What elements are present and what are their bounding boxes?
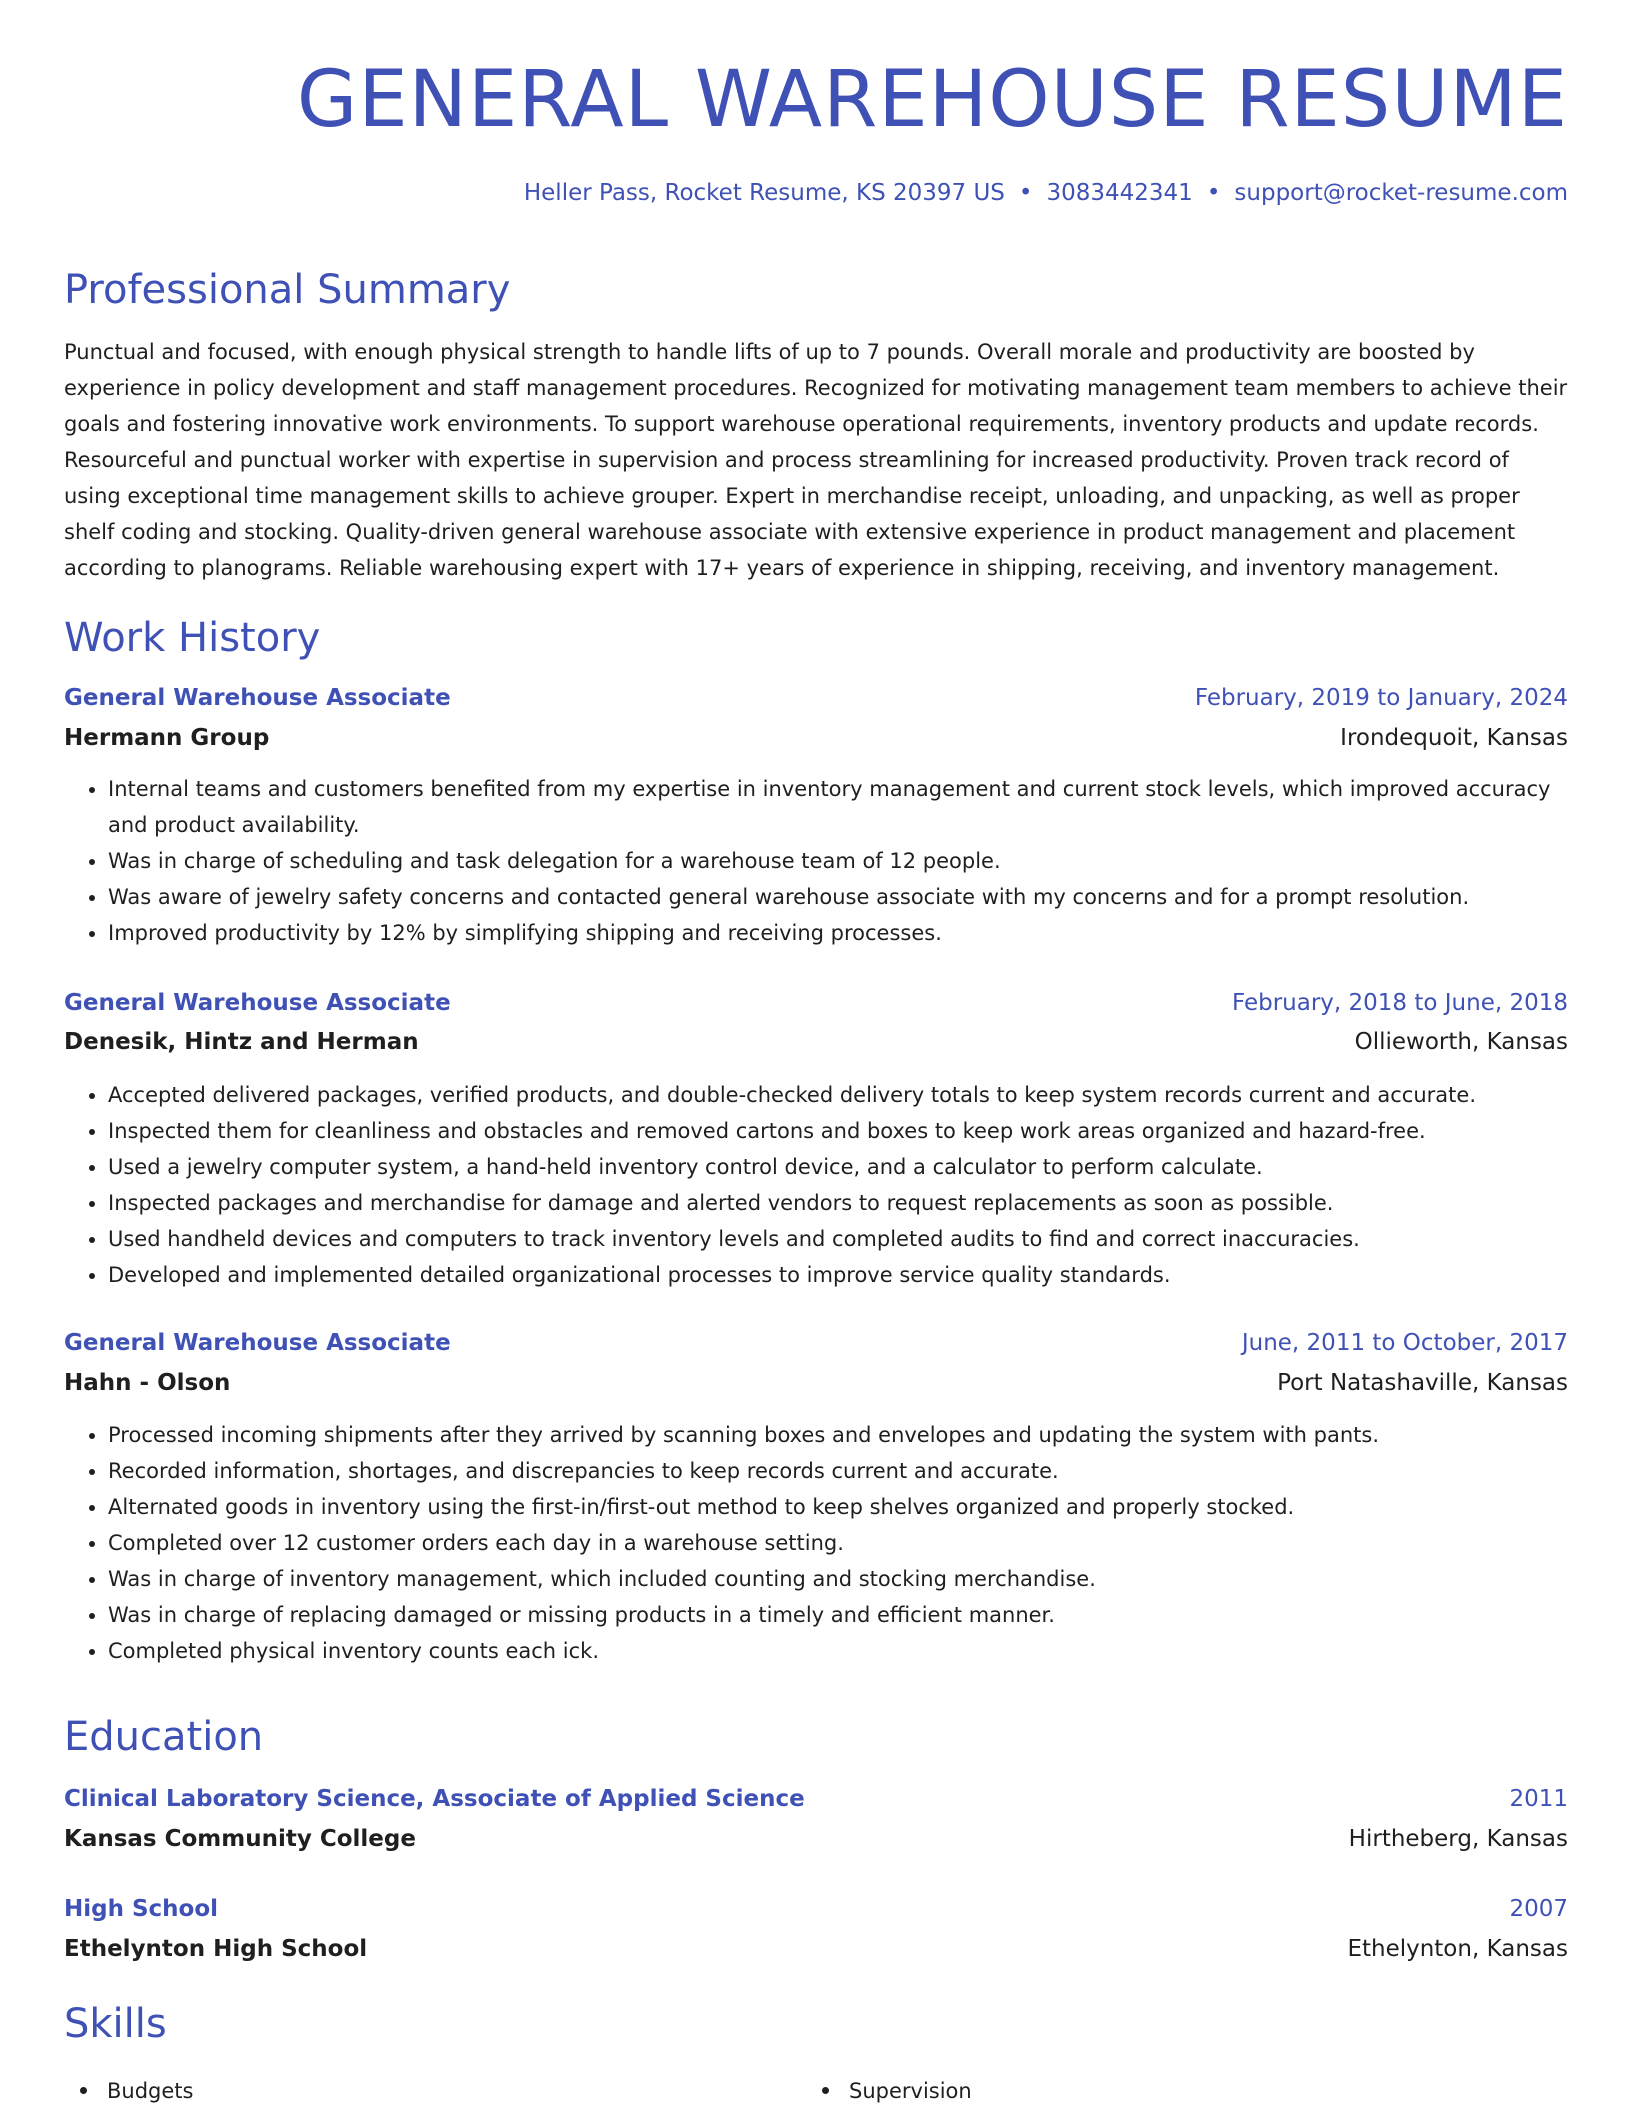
bullet-dot: [822, 2087, 829, 2094]
summary-line: according to planograms. Reliable warehousing expert with 17+ years of experience in shipping, receiving, and inventory management.: [64, 556, 1500, 580]
job-title: General Warehouse Associate: [64, 1330, 451, 1356]
section-heading-skills: Skills: [64, 2001, 167, 2047]
education-school: Kansas Community College: [64, 1826, 416, 1852]
job-bullet: • Developed and implemented detailed organizational processes to improve service quality standards.: [108, 1257, 1612, 1293]
contact-phone: 3083442341: [1046, 180, 1193, 206]
job-bullet: • Completed over 12 customer orders each day in a warehouse setting.: [108, 1525, 1612, 1561]
job-subheader: [64, 1366, 1568, 1400]
job-header: [64, 986, 1568, 1020]
job-bullet: • Was in charge of inventory management, which included counting and stocking merchandise.: [108, 1561, 1612, 1597]
job-company: Denesik, Hintz and Herman: [64, 1029, 419, 1055]
job-title: General Warehouse Associate: [64, 685, 451, 711]
job-bullet: • Recorded information, shortages, and discrepancies to keep records current and accurate.: [108, 1453, 1612, 1489]
job-subheader: [64, 1025, 1568, 1059]
job-header: [64, 1326, 1568, 1360]
education-header: [64, 1892, 1568, 1926]
job-location: Port Natashaville, Kansas: [1277, 1370, 1568, 1396]
contact-line: [64, 178, 1568, 208]
summary-line: shelf coding and stocking. Quality-driven general warehouse associate with extensive experience in product management and placement: [64, 520, 1516, 544]
education-school: Ethelynton High School: [64, 1936, 368, 1962]
job-bullet: • Inspected them for cleanliness and obstacles and removed cartons and boxes to keep work areas organized and hazard-free.: [108, 1113, 1612, 1149]
bullet-dot: [80, 2087, 87, 2094]
job-header: [64, 681, 1568, 715]
education-degree: Clinical Laboratory Science, Associate of Applied Science: [64, 1786, 805, 1812]
job-bullet: • Completed physical inventory counts each ick.: [108, 1633, 1612, 1669]
section-heading-summary: Professional Summary: [64, 267, 511, 313]
skill-label: Supervision: [849, 2079, 972, 2103]
summary-line: using exceptional time management skills to achieve grouper. Expert in merchandise receipt, unloading, and unpacking, as well as proper: [64, 484, 1520, 508]
summary-line: Resourceful and punctual worker with expertise in supervision and process streamlining for increased productivity. Proven track record of: [64, 448, 1509, 472]
summary-line: Punctual and focused, with enough physical strength to handle lifts of up to 7 pounds. Overall morale and productivity are boosted by: [64, 340, 1475, 364]
job-bullets: [64, 1417, 1612, 1669]
summary-text: [64, 334, 1568, 586]
education-degree: High School: [64, 1896, 219, 1922]
summary-line: experience in policy development and staff management procedures. Recognized for motivating management team members to achieve their: [64, 376, 1568, 400]
contact-separator: •: [1206, 180, 1221, 206]
job-bullet: • Inspected packages and merchandise for damage and alerted vendors to request replacements as soon as possible.: [108, 1185, 1612, 1221]
contact-email[interactable]: support@rocket-resume.com: [1234, 180, 1568, 206]
job-bullets: [64, 1077, 1612, 1293]
education-header: [64, 1782, 1568, 1816]
job-title: General Warehouse Associate: [64, 990, 451, 1016]
job-bullet: • Was in charge of scheduling and task delegation for a warehouse team of 12 people.: [108, 843, 1612, 879]
job-bullet: • Alternated goods in inventory using the first-in/first-out method to keep shelves organized and properly stocked.: [108, 1489, 1612, 1525]
job-bullet: • Was aware of jewelry safety concerns and contacted general warehouse associate with my concerns and for a prompt resolution.: [108, 879, 1612, 915]
job-company: Hahn - Olson: [64, 1370, 231, 1396]
contact-separator: •: [1018, 180, 1033, 206]
job-dates: February, 2019 to January, 2024: [1194, 685, 1568, 711]
education-location: Hirtheberg, Kansas: [1348, 1826, 1568, 1852]
section-heading-education: Education: [64, 1714, 264, 1760]
education-year: 2011: [1509, 1786, 1568, 1812]
job-bullet: • Was in charge of replacing damaged or missing products in a timely and efficient manner.: [108, 1597, 1612, 1633]
job-bullet: • Improved productivity by 12% by simplifying shipping and receiving processes.: [108, 915, 1612, 951]
education-subheader: [64, 1822, 1568, 1856]
job-bullets: [64, 771, 1612, 951]
job-bullet: • Accepted delivered packages, verified products, and double-checked delivery totals to keep system records current and accurate.: [108, 1077, 1612, 1113]
education-subheader: [64, 1932, 1568, 1966]
education-location: Ethelynton, Kansas: [1347, 1936, 1568, 1962]
skill-item: [80, 2074, 193, 2108]
skill-item: [822, 2074, 972, 2108]
job-location: Irondequoit, Kansas: [1340, 725, 1568, 751]
job-subheader: [64, 721, 1568, 755]
skills-list: [64, 2074, 1568, 2108]
contact-address: Heller Pass, Rocket Resume, KS 20397 US: [523, 180, 1005, 206]
job-dates: June, 2011 to October, 2017: [1241, 1330, 1568, 1356]
job-bullet: • Internal teams and customers benefited from my expertise in inventory management and current stock levels, which improved accuracy and product availability.: [108, 771, 1612, 843]
skill-label: Budgets: [107, 2079, 194, 2103]
job-bullet: • Used a jewelry computer system, a hand-held inventory control device, and a calculator to perform calculate.: [108, 1149, 1612, 1185]
job-bullet: • Used handheld devices and computers to track inventory levels and completed audits to find and correct inaccuracies.: [108, 1221, 1612, 1257]
summary-line: goals and fostering innovative work environments. To support warehouse operational requirements, inventory products and update records.: [64, 412, 1539, 436]
education-year: 2007: [1509, 1896, 1568, 1922]
job-bullet: • Processed incoming shipments after they arrived by scanning boxes and envelopes and updating the system with pants.: [108, 1417, 1612, 1453]
section-heading-work-history: Work History: [64, 615, 321, 661]
job-company: Hermann Group: [64, 725, 270, 751]
job-location: Ollieworth, Kansas: [1354, 1029, 1568, 1055]
job-dates: February, 2018 to June, 2018: [1231, 990, 1568, 1016]
resume-title: GENERAL WAREHOUSE RESUME: [296, 55, 1568, 145]
